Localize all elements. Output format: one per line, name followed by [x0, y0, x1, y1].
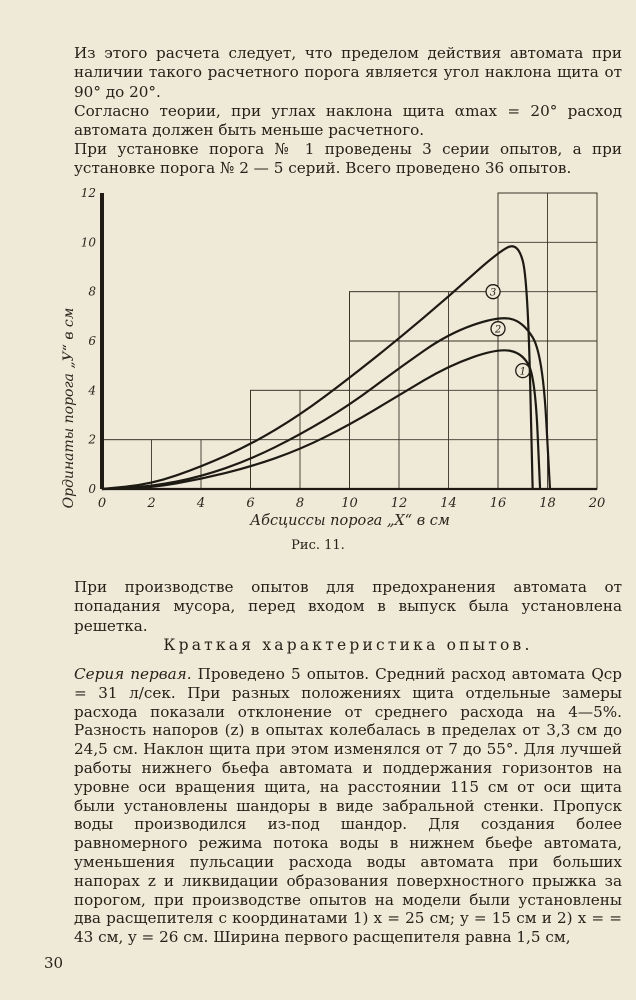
x-tick-label: 0: [97, 496, 107, 511]
paragraph-grating: При производстве опытов для предохранения автомата от попадания мусора, перед входом в выпуск была установлена решетка.: [74, 578, 622, 635]
series-one-text: Проведено 5 опытов. Средний расход автомата Qср = 31 л/сек. При разных положениях щита отдельные замеры расхода показали отклонение от среднего расхода на 4—5%. Разность напоров (z) в опытах колебалась в пределах от 3,3 см до 24,5 см. Наклон щита при этом изменялся от 7 до 55°. Для лучшей работы нижнего бьефа автомата и поддержания горизонтов на уровне оси вращения щита, на расстоянии 115 см от оси щита были установлены шандоры в виде забральной стенки. Пропуск воды производился из-под шандор. Для создания более равномерного режима потока воды в нижнем бьефе автомата, уменьшения пульсации расхода воды автомата при больших напорах z и ликвидации образования поверхностного прыжка за порогом, при производстве опытов на модели были установлены два расщепителя с координатами 1) x = 25 см; y = 15 см и 2) x = = 43 см, y = 26 см. Ширина первого расщепителя равна 1,5 см,: [74, 665, 622, 947]
y-axis-label: Ординаты порога „У“ в см: [61, 307, 77, 509]
x-tick-label: 12: [390, 496, 408, 511]
y-tick-label: 6: [88, 334, 96, 348]
x-tick-label: 4: [196, 496, 206, 511]
series-one-label: Серия первая.: [74, 665, 192, 683]
figure-caption: Рис. 11.: [291, 538, 345, 553]
chart-grid: [102, 193, 597, 489]
x-tick-label: 10: [341, 496, 358, 511]
series-curve-2: [102, 318, 550, 489]
x-tick-label: 18: [539, 496, 556, 511]
series-label-1: 1: [519, 366, 526, 378]
series-label-2: 2: [494, 324, 502, 336]
x-tick-label: 2: [147, 496, 156, 511]
chart-series: [102, 246, 550, 489]
x-tick-label: 6: [246, 496, 255, 511]
y-tick-label: 8: [88, 284, 96, 299]
y-tick-label: 4: [88, 383, 96, 398]
x-tick-label: 16: [489, 496, 507, 511]
y-tick-label: 0: [88, 482, 96, 496]
chart-ticks: [81, 186, 606, 511]
x-tick-label: 8: [295, 496, 305, 511]
y-tick-label: 10: [80, 235, 96, 250]
series-curve-1: [102, 350, 540, 489]
y-tick-label: 12: [80, 186, 96, 200]
page-number: 30: [44, 954, 64, 972]
paragraph-theory: Согласно теории, при углах наклона щита αmax = 20° расход автомата должен быть меньше расчетного.: [74, 102, 622, 140]
x-tick-label: 14: [440, 496, 457, 511]
x-tick-label: 20: [588, 496, 606, 511]
paragraph-series-count: При установке порога № 1 проведены 3 серии опытов, а при установке порога № 2 — 5 серий. Всего проведено 36 опытов.: [74, 140, 622, 178]
x-axis-label: Абсциссы порога „X“ в см: [250, 513, 450, 529]
figure-11-chart: [40, 183, 630, 533]
y-tick-label: 2: [88, 432, 96, 447]
paragraph-series-one: [74, 665, 622, 947]
paragraph-calculation: Из этого расчета следует, что пределом действия автомата при наличии такого расчетного порога является угол наклона щита от 90° до 20°.: [74, 44, 622, 101]
series-curve-3: [102, 246, 533, 489]
series-label-3: 3: [489, 287, 497, 299]
section-title: Краткая характеристика опытов.: [163, 636, 533, 654]
